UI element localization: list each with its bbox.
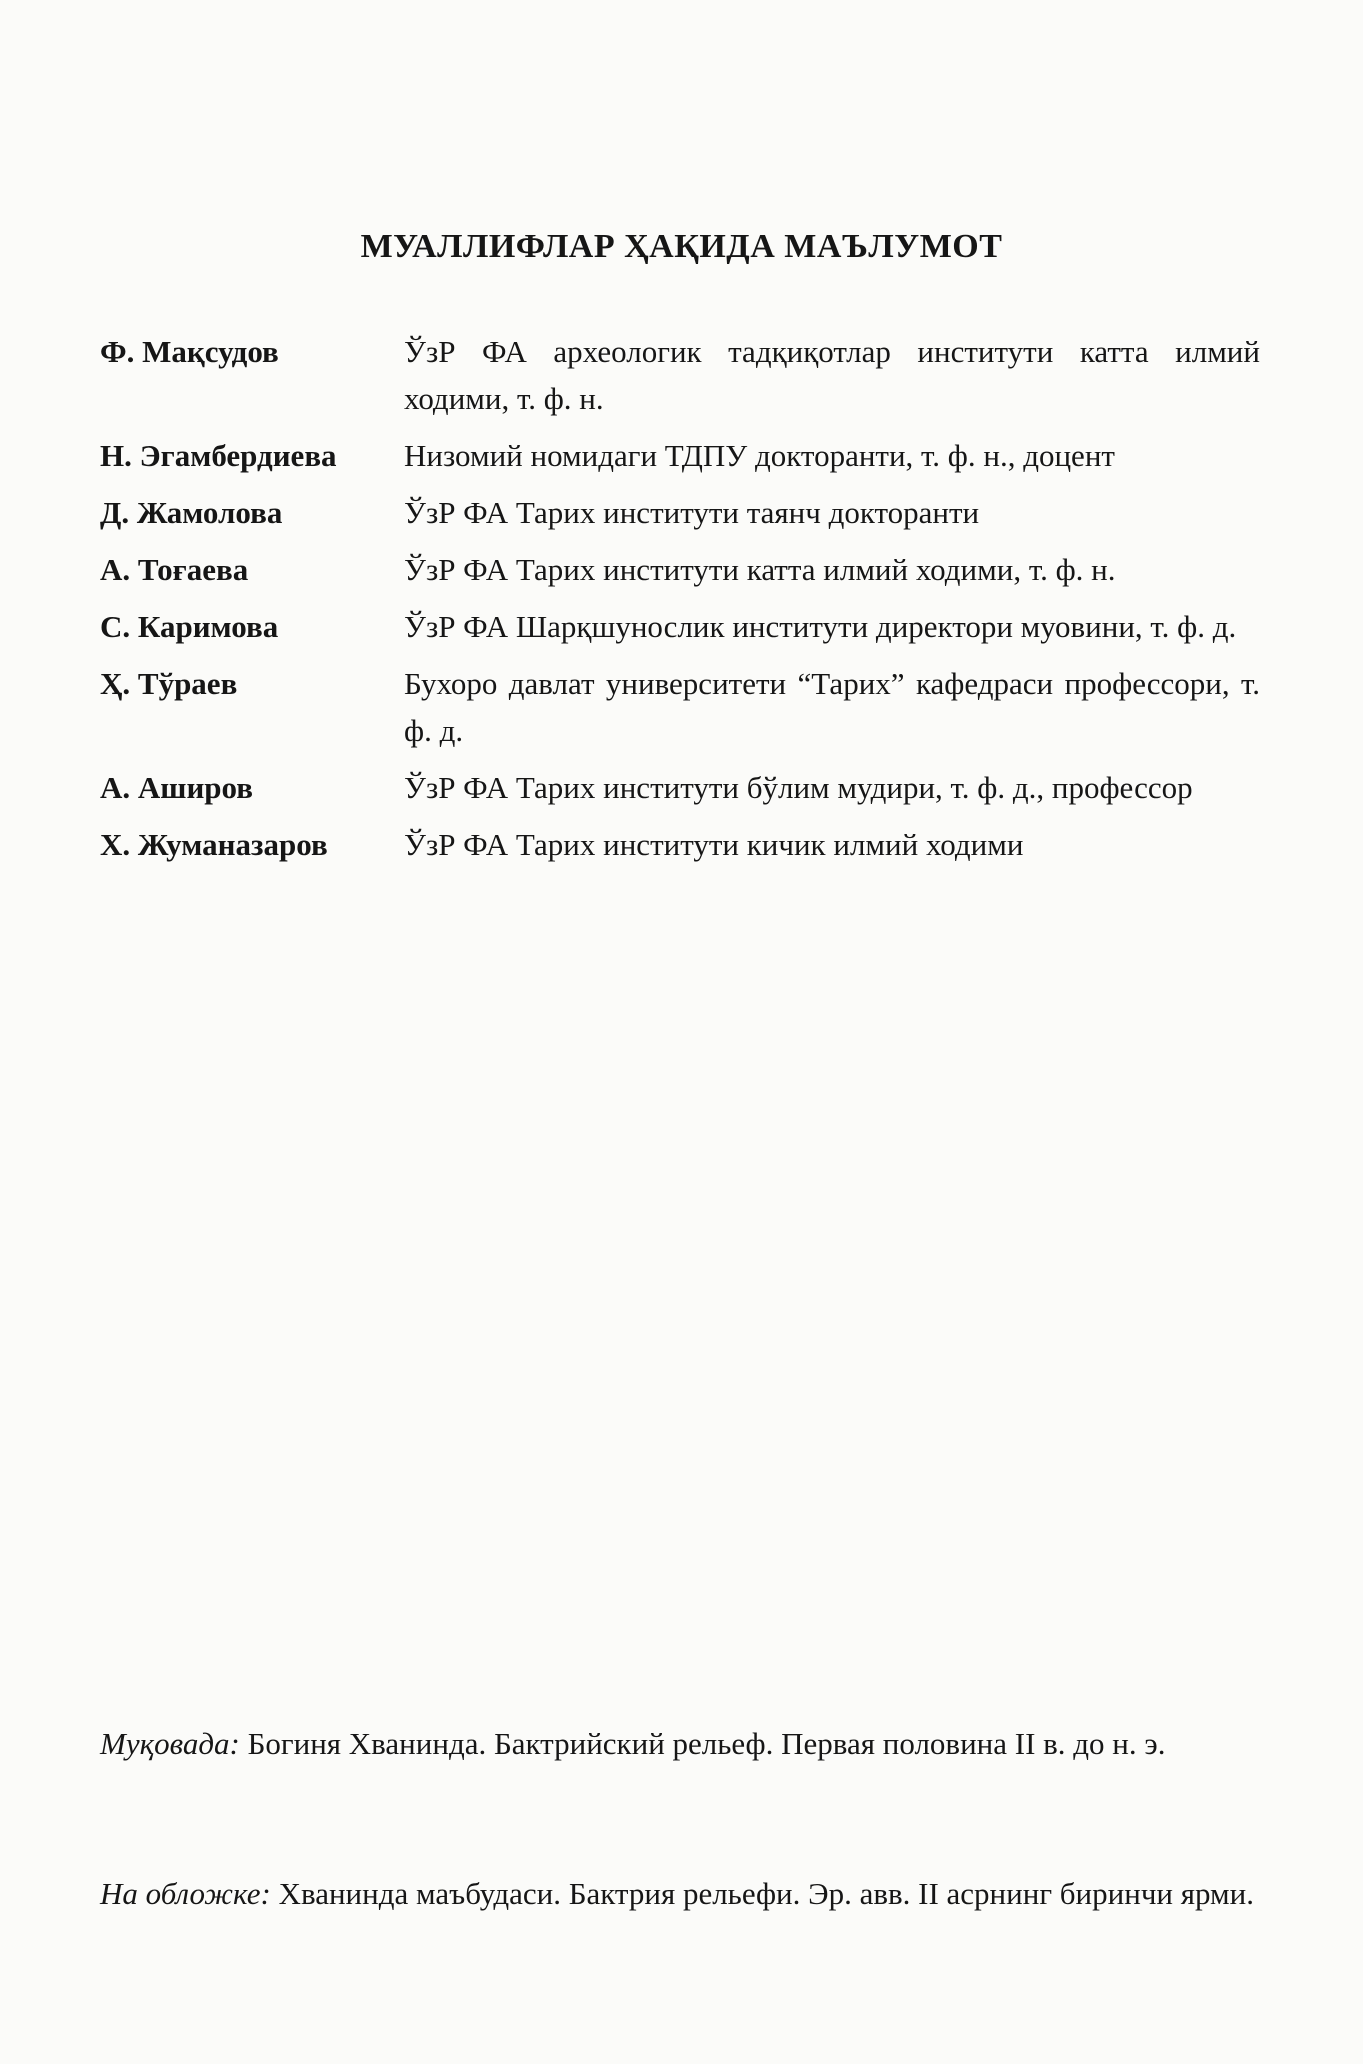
author-description: ЎзР ФА Тарих институти бўлим мудири, т. ф. д., профессор [404,770,1193,805]
author-name: Ф. Мақсудов [100,334,279,369]
author-description: ЎзР ФА Тарих институти таянч докторанти [404,495,980,530]
author-name: А. Тоғаева [100,552,249,587]
author-description: ЎзР ФА Тарих институти катта илмий ходими, т. ф. н. [404,552,1116,587]
author-description: Бухоро давлат университети “Тарих” кафедраси профессори, т. ф. д. [404,666,1260,748]
cover-note-text: Хванинда маъбудаси. Бактрия рельефи. Эр. авв. II асрнинг биринчи ярми. [278,1876,1255,1911]
author-name: Х. Жуманазаров [100,827,328,862]
author-description: Низомий номидаги ТДПУ докторанти, т. ф. н., доцент [404,438,1115,473]
author-row [100,603,1260,660]
page-title: МУАЛЛИФЛАР ҲАҚИДА МАЪЛУМОТ [360,228,1003,265]
author-name: С. Каримова [100,609,279,644]
author-name: Н. Эгамбердиева [100,438,337,473]
author-name: А. Аширов [100,770,254,805]
author-description: ЎзР ФА Шарқшунослик институти директори муовини, т. ф. д. [404,609,1237,644]
author-row [100,489,1260,546]
author-row [100,764,1260,821]
author-row [100,660,1260,764]
author-name: Ҳ. Тўраев [100,666,238,701]
cover-note-russian [100,1868,1258,1920]
cover-note-label: На обложке: [100,1876,271,1911]
author-row [100,821,1260,878]
cover-note-uzbek [100,1718,1258,1770]
cover-note-label: Муқовада: [100,1726,240,1761]
cover-note-text: Богиня Хванинда. Бактрийский рельеф. Первая половина II в. до н. э. [247,1726,1166,1761]
author-name: Д. Жамолова [100,495,283,530]
author-description: ЎзР ФА Тарих институти кичик илмий ходими [404,827,1024,862]
authors-table [100,328,1260,878]
author-row [100,432,1260,489]
author-row [100,328,1260,432]
author-description: ЎзР ФА археологик тадқиқотлар институти катта илмий ходими, т. ф. н. [404,334,1260,416]
author-row [100,546,1260,603]
